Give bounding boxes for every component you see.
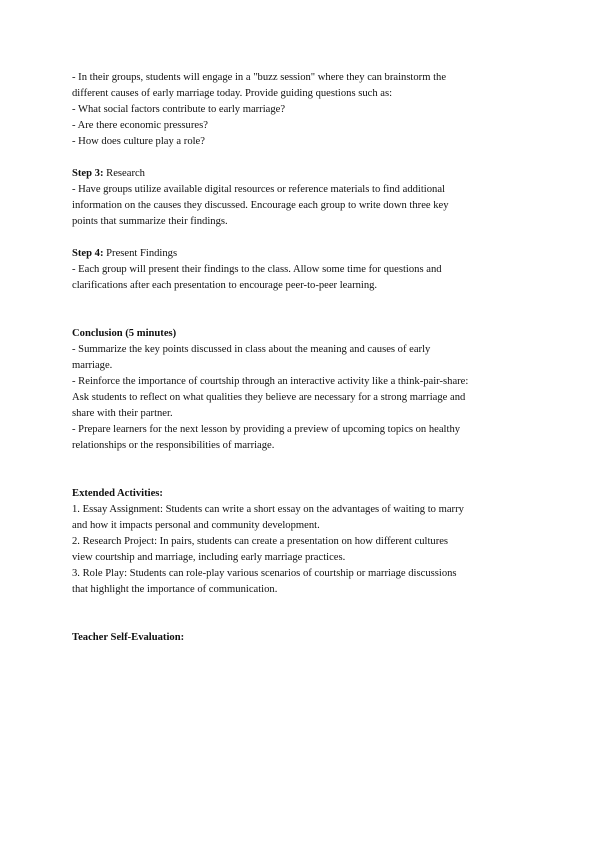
step-3-line: information on the causes they discussed. Encourage each group to write down three key: [72, 200, 449, 211]
extended-activity-line: that highlight the importance of communication.: [72, 584, 278, 595]
intro-line: - In their groups, students will engage in a "buzz session" where they can brainstorm the: [72, 72, 447, 83]
conclusion-line: marriage.: [72, 360, 113, 371]
step-3-title: Research: [103, 168, 145, 179]
step-4-section: [72, 246, 527, 294]
step-4-label: Step 4:: [72, 248, 104, 259]
intro-question: - How does culture play a role?: [72, 136, 205, 147]
step-4-title: Present Findings: [103, 248, 178, 259]
conclusion-line: - Prepare learners for the next lesson by providing a preview of upcoming topics on healthy: [72, 424, 461, 435]
extended-activities-section: [72, 486, 527, 598]
step-3-heading: [72, 166, 527, 182]
conclusion-line: - Summarize the key points discussed in class about the meaning and causes of early: [72, 344, 431, 355]
teacher-self-evaluation-section: [72, 630, 527, 646]
conclusion-line: - Reinforce the importance of courtship through an interactive activity like a think-pair-share:: [72, 376, 469, 387]
teacher-self-evaluation-heading: Teacher Self-Evaluation:: [72, 632, 185, 643]
conclusion-line: relationships or the responsibilities of marriage.: [72, 440, 275, 451]
extended-activity-line: 1. Essay Assignment: Students can write a short essay on the advantages of waiting to marry: [72, 504, 464, 515]
intro-question: - Are there economic pressures?: [72, 120, 208, 131]
step-3-section: [72, 166, 527, 230]
step-3-line: - Have groups utilize available digital resources or reference materials to find additional: [72, 184, 445, 195]
conclusion-line: share with their partner.: [72, 408, 173, 419]
conclusion-line: Ask students to reflect on what qualities they believe are necessary for a strong marriage and: [72, 392, 466, 403]
intro-line: different causes of early marriage today. Provide guiding questions such as:: [72, 88, 393, 99]
step-4-line: - Each group will present their findings to the class. Allow some time for questions and: [72, 264, 442, 275]
step-4-line: clarifications after each presentation to encourage peer-to-peer learning.: [72, 280, 378, 291]
extended-activity-line: view courtship and marriage, including early marriage practices.: [72, 552, 346, 563]
extended-activities-heading: Extended Activities:: [72, 488, 163, 499]
step-4-heading: [72, 246, 527, 262]
step-3-line: points that summarize their findings.: [72, 216, 228, 227]
extended-activity-line: 3. Role Play: Students can role-play various scenarios of courtship or marriage discussions: [72, 568, 457, 579]
conclusion-section: [72, 326, 527, 454]
step-3-label: Step 3:: [72, 168, 104, 179]
extended-activity-line: and how it impacts personal and community development.: [72, 520, 320, 531]
intro-question: - What social factors contribute to early marriage?: [72, 104, 286, 115]
document-page: [72, 70, 527, 646]
conclusion-heading: Conclusion (5 minutes): [72, 328, 177, 339]
extended-activity-line: 2. Research Project: In pairs, students can create a presentation on how different cultures: [72, 536, 449, 547]
intro-section: [72, 70, 527, 150]
